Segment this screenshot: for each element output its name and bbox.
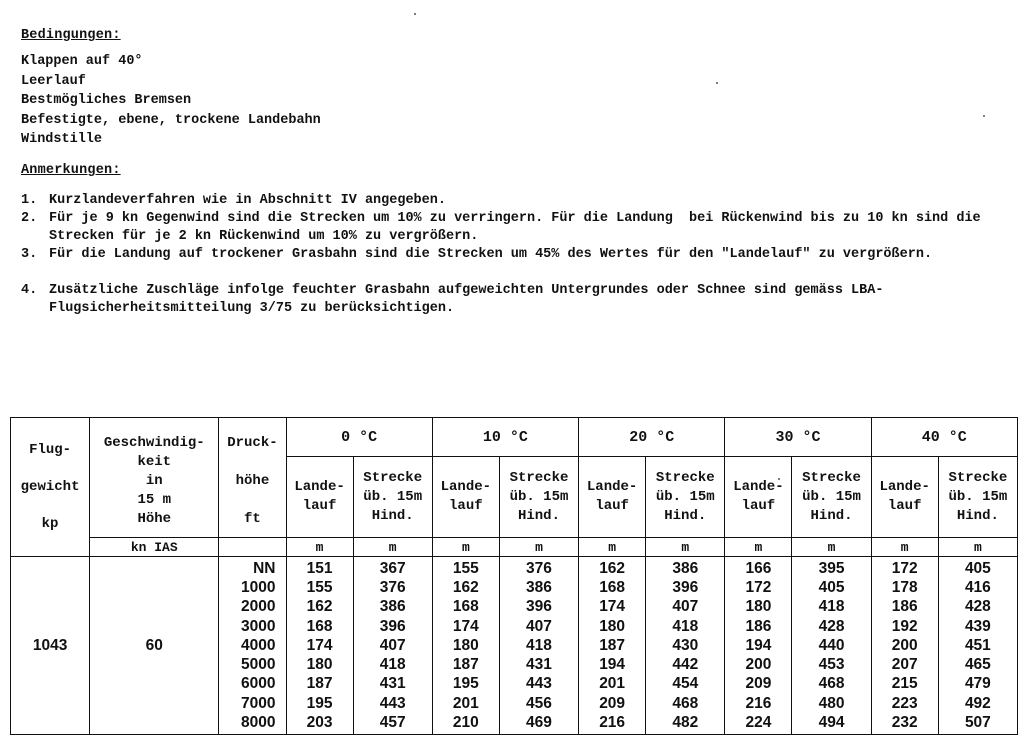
condition-line: Befestigte, ebene, trockene Landebahn — [21, 112, 321, 128]
table-cell-value: 210 — [452, 713, 479, 731]
unit-label: m — [432, 538, 499, 557]
distance-15m-header — [499, 457, 578, 538]
table-cell-value: 172 — [891, 560, 918, 578]
roll-column — [579, 559, 645, 732]
header-line: ft — [244, 511, 261, 527]
header-line: Flug- — [29, 442, 72, 458]
table-cell-value: 180 — [306, 656, 333, 674]
temperature-10c: 10 °C — [432, 418, 578, 457]
table-cell-value: 194 — [599, 656, 626, 674]
scan-speck — [414, 13, 416, 15]
roll-column — [872, 559, 938, 732]
condition-line: Bestmögliches Bremsen — [21, 93, 192, 108]
header-line: üb. 15m — [802, 488, 861, 505]
table-cell-value: 407 — [526, 617, 552, 635]
table-cell-value: 215 — [891, 675, 918, 693]
remark-text: Zusätzliche Zuschläge infolge feuchter Grasbahn aufgeweichten Untergrundes oder Schnee sind gemäss LBA-Flugsicherheitsmitteilung 3/75 zu berücksichtigen. — [49, 283, 884, 316]
table-cell-value: 386 — [379, 598, 406, 616]
table-cell-value: 192 — [891, 617, 918, 635]
table-cell-value: 201 — [452, 694, 479, 712]
table-cell-value: 431 — [526, 656, 552, 674]
table-cell-value: 166 — [745, 560, 772, 578]
table-cell-value: 195 — [452, 675, 479, 693]
table-cell-value: 386 — [526, 579, 552, 597]
table-cell-value: 187 — [452, 656, 479, 674]
landing-performance-table — [10, 417, 1018, 735]
table-cell-value: 155 — [452, 560, 479, 578]
temperature-0c: 0 °C — [286, 418, 432, 457]
distance-values-20c — [646, 557, 725, 735]
table-cell-value: 428 — [818, 617, 845, 635]
table-cell-value: 174 — [452, 617, 479, 635]
table-cell-value: 186 — [891, 598, 918, 616]
condition-line: Leerlauf — [21, 73, 86, 89]
table-cell-value: 376 — [379, 579, 406, 597]
roll-column — [433, 559, 499, 732]
unit-label: m — [353, 538, 432, 557]
header-line: Hind. — [517, 507, 560, 524]
table-cell-value: 376 — [526, 560, 552, 578]
header-line: Strecke — [948, 469, 1008, 486]
table-cell-value: 457 — [379, 713, 406, 731]
header-line: 15 m — [137, 492, 172, 508]
table-cell-value: 442 — [672, 656, 699, 674]
table-cell-value: 507 — [964, 713, 991, 731]
table-cell-value: 416 — [964, 579, 991, 597]
table-cell-value: 232 — [891, 713, 918, 731]
conditions-list — [21, 52, 321, 150]
header-line: in — [145, 473, 163, 489]
header-line: lauf — [887, 498, 922, 514]
table-cell-value: 151 — [306, 560, 333, 578]
table-cell-value: 200 — [745, 656, 772, 674]
table-cell-value: 468 — [672, 694, 699, 712]
table-cell-value: 3000 — [241, 617, 276, 635]
remark-number: 4. — [21, 283, 38, 298]
table-cell-value: 396 — [379, 617, 406, 635]
header-line: Druck- — [227, 435, 278, 451]
table-cell-value: 407 — [379, 636, 406, 654]
table-cell-value: 468 — [818, 675, 845, 693]
table-cell-value: 492 — [964, 694, 991, 712]
table-cell-value: 155 — [306, 579, 333, 597]
table-cell-value: NN — [253, 560, 276, 578]
header-line: Lande- — [586, 479, 638, 495]
remark-number: 3. — [21, 247, 38, 262]
unit-label: m — [725, 538, 792, 557]
table-cell-value: 224 — [745, 713, 772, 731]
condition-line: Klappen auf 40° — [21, 54, 143, 69]
table-cell-value: 439 — [964, 617, 991, 635]
unit-label: m — [286, 538, 353, 557]
distance-values-10c — [499, 557, 578, 735]
temperature-20c: 20 °C — [579, 418, 725, 457]
roll-values-20c — [579, 557, 646, 735]
header-line: lauf — [449, 498, 483, 514]
temperature-40c: 40 °C — [871, 418, 1017, 457]
table-cell-value: 168 — [306, 617, 333, 635]
remark-item — [21, 210, 1011, 246]
conditions-heading: Bedingungen: — [21, 28, 121, 43]
weight-cell: 1043 — [32, 636, 68, 654]
distance-15m-header — [938, 457, 1017, 538]
roll-column — [725, 559, 791, 732]
remarks-heading: Anmerkungen: — [21, 163, 121, 178]
distance-column — [354, 559, 432, 732]
roll-values-30c — [725, 557, 792, 735]
unit-label: m — [646, 538, 725, 557]
landing-roll-header — [725, 457, 792, 538]
unit-label: m — [871, 538, 938, 557]
table-cell-value: 367 — [379, 560, 406, 578]
table-cell-value: 209 — [599, 694, 626, 712]
header-line: Strecke — [363, 469, 423, 486]
header-line: Höhe — [137, 511, 172, 527]
distance-values-0c — [353, 557, 432, 735]
table-cell-value: 407 — [672, 598, 699, 616]
header-line: Strecke — [802, 469, 861, 486]
table-cell-value: 194 — [745, 636, 772, 654]
header-line: lauf — [302, 498, 337, 514]
roll-values-40c — [871, 557, 938, 735]
temperature-30c: 30 °C — [725, 418, 871, 457]
condition-line: Windstille — [21, 132, 103, 147]
table-cell-value: 443 — [526, 675, 552, 693]
table-cell-value: 494 — [818, 713, 845, 731]
distance-column — [500, 559, 578, 732]
table-cell-value: 418 — [526, 636, 552, 654]
distance-15m-header — [353, 457, 432, 538]
remark-number: 1. — [21, 193, 38, 208]
table-cell-value: 186 — [745, 617, 772, 635]
table-cell-value: 174 — [599, 598, 626, 616]
header-line: keit — [137, 454, 172, 470]
table-cell-value: 223 — [891, 694, 918, 712]
distance-column — [646, 559, 724, 732]
landing-roll-header — [871, 457, 938, 538]
table-cell-value: 168 — [452, 598, 479, 616]
weight-value — [11, 557, 90, 735]
table-cell-value: 209 — [745, 675, 772, 693]
roll-values-0c — [286, 557, 353, 735]
table-cell-value: 453 — [818, 656, 845, 674]
table-cell-value: 480 — [818, 694, 845, 712]
table-cell-value: 174 — [306, 636, 333, 654]
roll-column — [287, 559, 353, 732]
scan-speck — [716, 82, 718, 84]
remark-number: 2. — [21, 211, 38, 226]
table-cell-value: 2000 — [241, 598, 276, 616]
table-cell-value: 195 — [306, 694, 333, 712]
table-cell-value: 418 — [818, 598, 845, 616]
table-cell-value: 162 — [306, 598, 333, 616]
table-cell-value: 430 — [672, 636, 699, 654]
speed-cell: 60 — [145, 636, 163, 654]
header-line: Lande- — [294, 479, 345, 495]
table-cell-value: 456 — [526, 694, 552, 712]
table-cell-value: 180 — [745, 598, 772, 616]
header-line: Strecke — [655, 469, 715, 486]
table-cell-value: 203 — [306, 713, 333, 731]
remarks-list — [21, 192, 1011, 318]
table-cell-value: 180 — [599, 617, 626, 635]
table-cell-value: 428 — [964, 598, 991, 616]
speed-header — [90, 418, 219, 538]
table-cell-value: 440 — [818, 636, 845, 654]
header-line: Hind. — [371, 507, 414, 524]
table-cell-value: 187 — [599, 636, 626, 654]
remark-item — [21, 192, 1011, 210]
table-cell-value: 396 — [526, 598, 552, 616]
table-cell-value: 5000 — [241, 656, 276, 674]
remark-item — [21, 282, 1011, 318]
table-cell-value: 8000 — [241, 713, 276, 731]
header-line: Lande- — [733, 479, 784, 495]
header-line: Hind. — [810, 507, 853, 524]
scan-speck — [983, 115, 985, 117]
distance-15m-header — [792, 457, 871, 538]
remark-item — [21, 246, 1011, 264]
table-cell-value: 168 — [599, 579, 626, 597]
remark-text: Für die Landung auf trockener Grasbahn sind die Strecken um 45% des Wertes für den "Landelauf" zu vergrößern. — [49, 247, 933, 262]
altitude-column — [219, 559, 285, 732]
table-cell-value: 216 — [599, 713, 626, 731]
speed-value — [90, 557, 219, 735]
header-line: lauf — [741, 498, 776, 514]
distance-values-30c — [792, 557, 871, 735]
table-cell-value: 454 — [672, 675, 699, 693]
header-line: üb. 15m — [655, 488, 715, 505]
table-cell-value: 187 — [306, 675, 333, 693]
unit-label: m — [499, 538, 578, 557]
table-cell-value: 216 — [745, 694, 772, 712]
header-line: lauf — [595, 498, 629, 514]
roll-values-10c — [432, 557, 499, 735]
table-cell-value: 405 — [818, 579, 845, 597]
table-cell-value: 386 — [672, 560, 699, 578]
distance-values-40c — [938, 557, 1017, 735]
header-line: Hind. — [664, 507, 707, 524]
table-cell-value: 200 — [891, 636, 918, 654]
landing-roll-header — [579, 457, 646, 538]
table-cell-value: 7000 — [241, 694, 276, 712]
header-line: gewicht — [20, 479, 80, 495]
table-cell-value: 207 — [891, 656, 918, 674]
header-line: kp — [41, 516, 59, 532]
table-cell-value: 418 — [379, 656, 406, 674]
table-cell-value: 465 — [964, 656, 991, 674]
remark-text: Für je 9 kn Gegenwind sind die Strecken um 10% zu verringern. Für die Landung bei Rückenwind bis zu 10 kn sind die Strecken für je 2 kn Rückenwind um 10% zu vergrößern. — [49, 211, 989, 244]
header-line: üb. 15m — [363, 488, 423, 505]
table-cell-value: 395 — [818, 560, 845, 578]
table-cell-value: 479 — [964, 675, 991, 693]
table-cell-value: 482 — [672, 713, 699, 731]
distance-column — [792, 559, 870, 732]
table-cell-value: 201 — [599, 675, 626, 693]
header-line: Strecke — [509, 469, 569, 486]
landing-roll-header — [286, 457, 353, 538]
table-cell-value: 443 — [379, 694, 406, 712]
table-cell-value: 180 — [452, 636, 479, 654]
table-cell-value: 469 — [526, 713, 552, 731]
table-cell-value: 4000 — [241, 636, 276, 654]
unit-label: m — [792, 538, 871, 557]
table-cell-value: 431 — [379, 675, 406, 693]
altitude-header — [219, 418, 286, 538]
unit-label: m — [579, 538, 646, 557]
table-cell-value: 451 — [964, 636, 991, 654]
table-cell-value: 6000 — [241, 675, 276, 693]
header-line: Lande- — [879, 479, 930, 495]
table-cell-value: 396 — [672, 579, 699, 597]
remark-text: Kurzlandeverfahren wie in Abschnitt IV angegeben. — [49, 193, 446, 208]
table-cell-value: 405 — [964, 560, 991, 578]
weight-header — [11, 418, 90, 557]
header-line: Lande- — [440, 479, 492, 495]
landing-roll-header — [432, 457, 499, 538]
header-line: höhe — [235, 473, 270, 489]
altitude-unit-spacer — [219, 538, 286, 557]
table-cell-value: 162 — [452, 579, 479, 597]
distance-15m-header — [646, 457, 725, 538]
unit-label: m — [938, 538, 1017, 557]
table-cell-value: 162 — [599, 560, 626, 578]
header-line: Geschwindig- — [103, 435, 205, 451]
distance-column — [939, 559, 1017, 732]
altitude-values — [219, 557, 286, 735]
table-cell-value: 418 — [672, 617, 699, 635]
header-line: Hind. — [956, 507, 999, 524]
header-line: üb. 15m — [509, 488, 569, 505]
table-cell-value: 172 — [745, 579, 772, 597]
table-cell-value: 178 — [891, 579, 918, 597]
table-cell-value: 1000 — [241, 579, 276, 597]
header-line: üb. 15m — [948, 488, 1008, 505]
speed-unit: kn IAS — [90, 538, 219, 557]
